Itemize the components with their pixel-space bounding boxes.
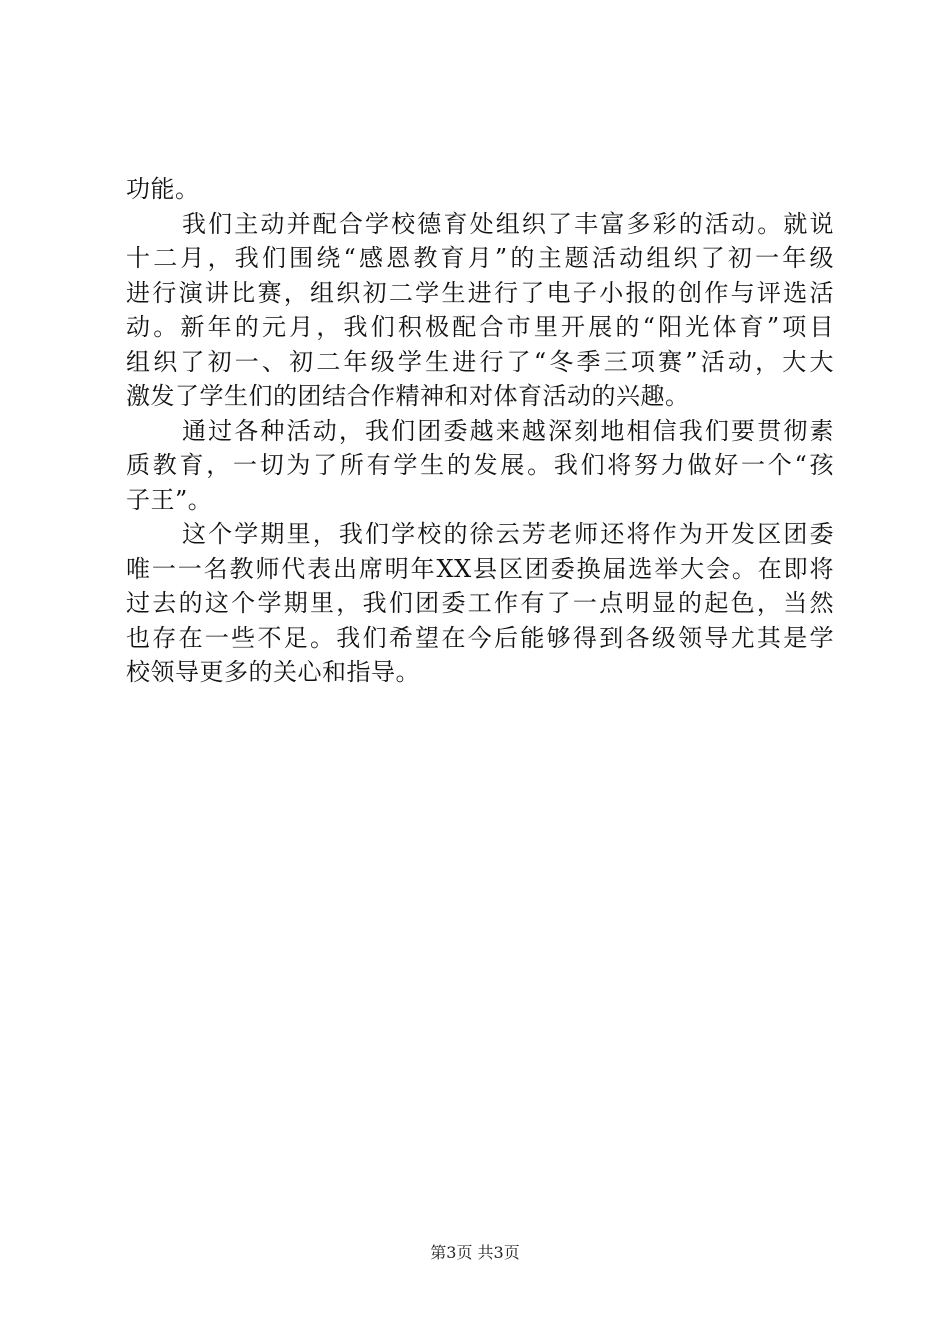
page-number-label: 第3页 共3页 bbox=[430, 1243, 520, 1262]
text-line: 进行演讲比赛，组织初二学生进行了电子小报的创作与评选活 bbox=[126, 278, 834, 307]
paragraph bbox=[126, 414, 834, 518]
text-line: 十二月，我们围绕“感恩教育月”的主题活动组织了初一年级 bbox=[126, 244, 834, 272]
document-body bbox=[126, 172, 834, 690]
text-line: 校领导更多的关心和指导。 bbox=[126, 658, 420, 686]
text-line: 子王”。 bbox=[126, 485, 213, 514]
text-line: 组织了初一、初二年级学生进行了“冬季三项赛”活动，大大 bbox=[126, 347, 834, 376]
text-line: 过去的这个学期里，我们团委工作有了一点明显的起色，当然 bbox=[126, 589, 834, 617]
paragraph bbox=[126, 517, 834, 690]
text-line: 我们主动并配合学校德育处组织了丰富多彩的活动。就说 bbox=[182, 209, 834, 238]
text-line: 也存在一些不足。我们希望在今后能够得到各级领导尤其是学 bbox=[126, 623, 834, 652]
text-line: 功能。 bbox=[126, 175, 200, 203]
text-line: 激发了学生们的团结合作精神和对体育活动的兴趣。 bbox=[126, 382, 690, 410]
paragraph bbox=[126, 207, 834, 414]
text-line: 通过各种活动，我们团委越来越深刻地相信我们要贯彻素 bbox=[182, 416, 834, 445]
text-line: 动。新年的元月，我们积极配合市里开展的“阳光体育”项目 bbox=[126, 313, 834, 341]
text-line: 质教育，一切为了所有学生的发展。我们将努力做好一个“孩 bbox=[126, 451, 834, 479]
text-line: 唯一一名教师代表出席明年XX县区团委换届选举大会。在即将 bbox=[126, 554, 834, 583]
page-footer bbox=[0, 1243, 950, 1263]
text-line: 这个学期里，我们学校的徐云芳老师还将作为开发区团委 bbox=[182, 520, 834, 548]
paragraph bbox=[126, 172, 834, 207]
